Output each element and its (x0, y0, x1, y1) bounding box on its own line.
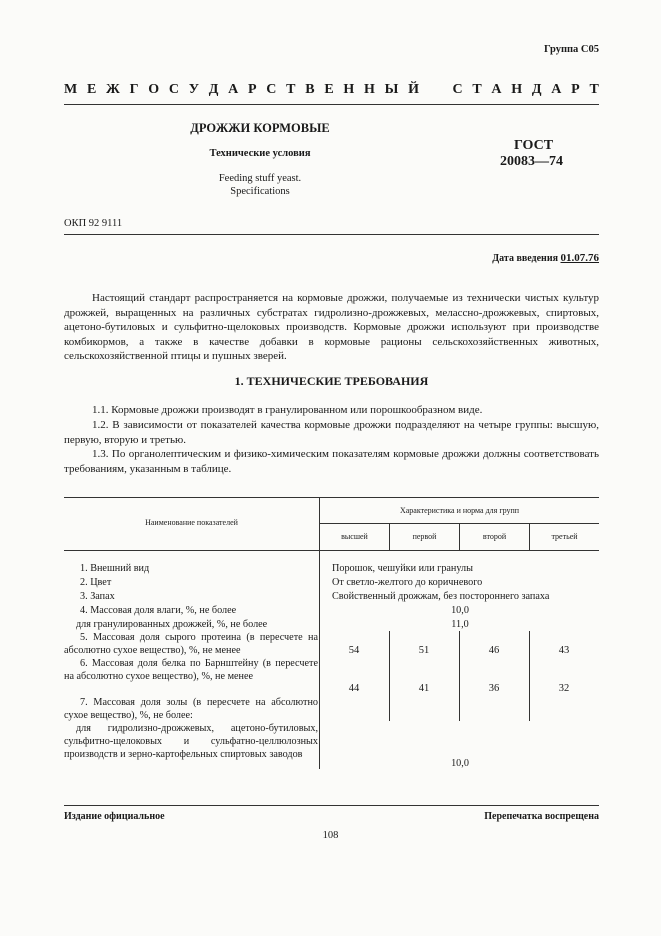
table-row-ash-sub-value: 10,0 (451, 758, 469, 769)
table-row-odor-value: Свойственный дрожжам, без постороннего запаха (332, 591, 550, 602)
standard-type-letter: Н (511, 82, 523, 97)
table-row-moisture-value: 10,0 (451, 605, 469, 616)
english-title (180, 172, 340, 198)
footer-official-edition: Издание официальное (64, 811, 165, 822)
standard-type-letter: У (188, 82, 200, 97)
clause-1-3: 1.3. По органолептическим и физико-химическим показателям кормовые дрожжи должны соответствовать требованиям, указанным в таблице. (64, 448, 599, 475)
standard-type-letter: А (228, 82, 239, 97)
standard-type-letter: С (266, 82, 277, 97)
table-val-divider-4 (529, 631, 530, 721)
standard-type-letter: Н (364, 82, 375, 97)
table-cell-barnstein-second: 36 (488, 683, 500, 694)
table-row-color-value: От светло-желтого до коричневого (332, 577, 483, 588)
okp-code: ОКП 92 9111 (64, 218, 123, 229)
table-cell-protein-second: 46 (488, 645, 500, 656)
document-subtitle: Технические условия (209, 148, 311, 159)
table-group-third: третьей (551, 532, 578, 541)
table-header-border (64, 550, 599, 551)
standard-type-letter: Р (248, 82, 257, 97)
standard-type-letter: Г (129, 82, 139, 97)
table-row-moisture-granulated-value: 11,0 (451, 619, 469, 630)
standard-type-letter: Т (472, 82, 482, 97)
standard-type-letter: А (551, 82, 562, 97)
standard-type-heading (64, 82, 599, 98)
standard-type-letter: Й (408, 82, 420, 97)
gost-designation (500, 138, 563, 170)
table-cell-barnstein-highest: 44 (348, 683, 360, 694)
standard-type-letter: Ж (106, 82, 120, 97)
table-val-divider-2 (389, 631, 390, 721)
standard-type-letter: Т (589, 82, 599, 97)
section-title: 1. ТЕХНИЧЕСКИЕ ТРЕБОВАНИЯ (234, 374, 429, 388)
standard-type-letter: Р (571, 82, 580, 97)
table-row-protein-label: 5. Массовая доля сырого протеина (в пересчете на абсолютно сухое вещество), %, не менее (64, 632, 318, 656)
standard-type-letter: С (452, 82, 463, 97)
table-cell-protein-first: 51 (418, 645, 430, 656)
clause-1-1: 1.1. Кормовые дрожжи производят в гранулированном или порошкообразном виде. (92, 404, 483, 416)
standard-type-letter: С (168, 82, 180, 97)
intro-date-label: Дата введения (492, 253, 558, 264)
standard-type-letter: Д (531, 82, 542, 97)
table-group-second: второй (482, 532, 507, 541)
standard-type-letter: Н (343, 82, 355, 97)
footer-reprint-prohibited: Перепечатка воспрещена (484, 811, 599, 822)
standard-type-letter: Д (208, 82, 219, 97)
table-row-moisture-label: 4. Массовая доля влаги, %, не более (80, 605, 237, 616)
group-code: Группа С05 (543, 44, 599, 55)
table-row-appearance-value: Порошок, чешуйки или гранулы (332, 563, 473, 574)
table-cell-barnstein-first: 41 (418, 683, 430, 694)
page-number: 108 (322, 830, 339, 841)
standard-type-letter: М (64, 82, 78, 97)
table-row-moisture-granulated-label: для гранулированных дрожжей, %, не более (76, 619, 268, 630)
standard-type-letter: А (491, 82, 502, 97)
english-title-line2: Specifications (230, 186, 290, 197)
table-col-group-header: Характеристика и норма для групп (399, 506, 520, 515)
standard-type-letter: Ы (384, 82, 399, 97)
gost-number: 20083—74 (500, 154, 563, 169)
table-group-first: первой (412, 532, 437, 541)
table-row-ash-sub-label: для гидролизно-дрожжевых, ацетоно-бутиловых, сульфитно-щелоковых и сульфатно-целлюлозных производств и зерно-картофельных спиртовых заводов (64, 723, 318, 760)
table-row-odor-label: 3. Запах (80, 591, 115, 602)
footer-rule (64, 805, 599, 806)
intro-date-value: 01.07.76 (560, 252, 599, 264)
table-row-color-label: 2. Цвет (80, 577, 112, 588)
standard-type-letter: Е (86, 82, 97, 97)
standard-type-letter: Е (324, 82, 334, 97)
standard-type-letter: О (148, 82, 160, 97)
standard-type-letter: Т (286, 82, 296, 97)
table-row-appearance-label: 1. Внешний вид (80, 563, 150, 574)
document-title: ДРОЖЖИ КОРМОВЫЕ (190, 121, 330, 135)
table-row-ash-label: 7. Массовая доля золы (в пересчете на абсолютно сухое вещество), %, не более: (64, 697, 318, 721)
gost-label: ГОСТ (514, 138, 554, 153)
table-col-name-header: Наименование показателей (145, 518, 238, 527)
table-group-highest: высшей (341, 532, 368, 541)
clause-1-2: 1.2. В зависимости от показателей качества кормовые дрожжи подразделяют на четыре группы: высшую, первую, вторую и третью. (64, 419, 599, 446)
table-cell-protein-highest: 54 (348, 645, 360, 656)
intro-date (492, 252, 599, 264)
table-val-divider-3 (459, 631, 460, 721)
standard-type-letter: В (305, 82, 315, 97)
intro-paragraph: Настоящий стандарт распространяется на кормовые дрожжи, получаемые из технически чистых культур дрожжей, выращенных на различных субстратах гидролизно-дрожжевых, мелассно-дрожжевых, спиртовых, ацетоно-бутиловых и сульфитно-щелоковых производств. Кормовые дрожжи используют при производстве комбикормов, а также в качестве добавки в кормовые рационы сельскохозяйственных животных, сельскохозяйственной птицы и пушных зверей. (64, 292, 599, 362)
table-top-border (64, 497, 599, 498)
table-cell-barnstein-third: 32 (558, 683, 570, 694)
table-row-barnstein-label: 6. Массовая доля белка по Барнштейну (в пересчете на абсолютно сухое вещество), %, не менее (64, 658, 318, 682)
table-cell-protein-third: 43 (558, 645, 570, 656)
english-title-line1: Feeding stuff yeast. (218, 173, 302, 184)
header-rule (64, 104, 599, 105)
standard-type-letter (429, 82, 443, 98)
title-block-rule (64, 234, 599, 235)
